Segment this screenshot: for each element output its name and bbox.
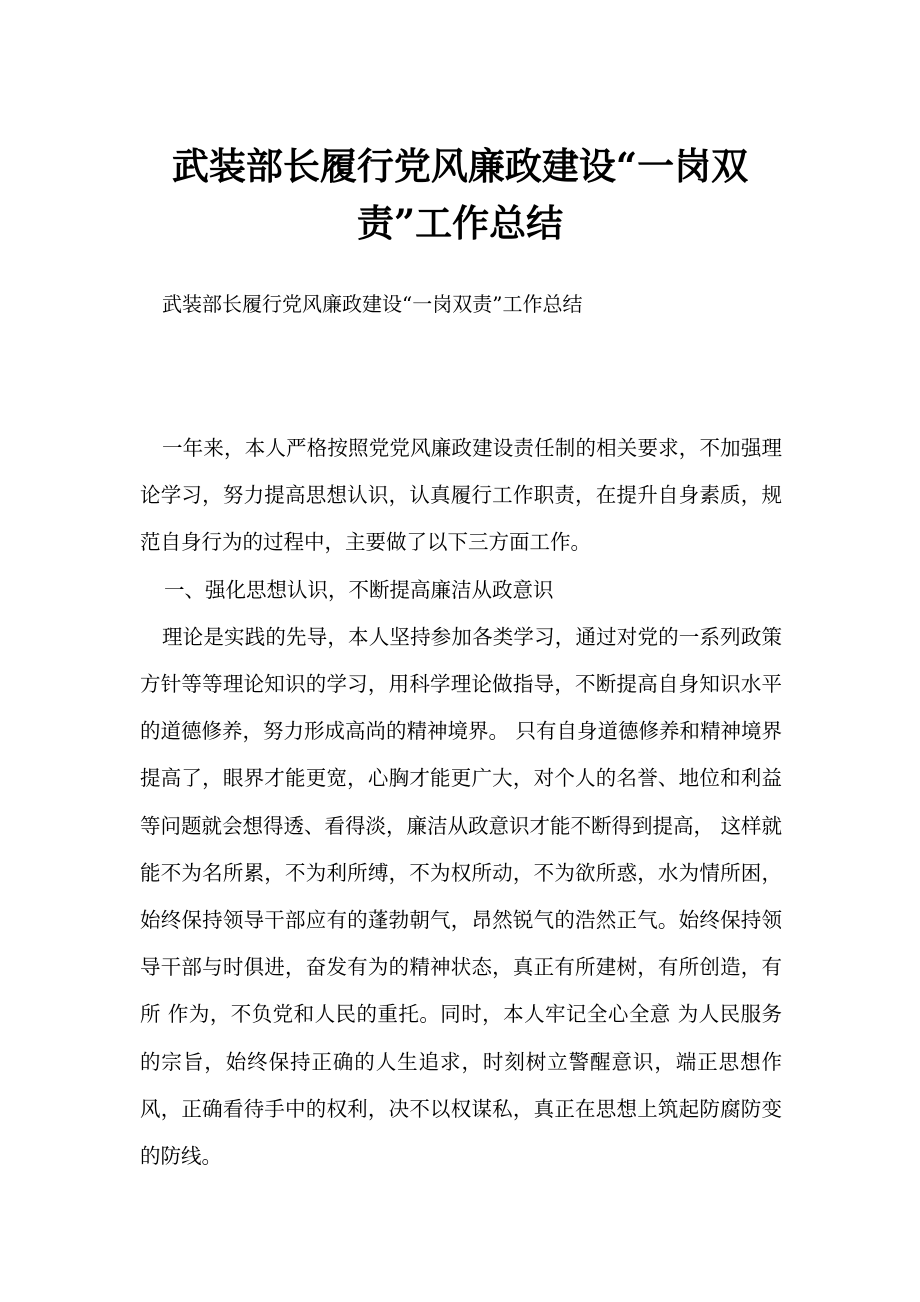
intro-paragraph: 一年来，本人严格按照党党风廉政建设责任制的相关要求，不加强理论学习，努力提高思想认识，认真履行工作职责，在提升自身素质，规范自身行为的过程中，主要做了以下三方面工作。 xyxy=(140,436,782,555)
document-title: 武装部长履行党风廉政建设“一岗双责”工作总结 xyxy=(171,144,749,245)
section-heading: 一、强化思想认识，不断提高廉洁从政意识 xyxy=(164,577,554,602)
document-subtitle: 武装部长履行党风廉政建设“一岗双责”工作总结 xyxy=(162,292,583,316)
document-body xyxy=(140,425,782,1180)
body-paragraph: 理论是实践的先导，本人坚持参加各类学习，通过对党的一系列政策方针等等理论知识的学习，用科学理论做指导，不断提高自身知识水平的道德修养，努力形成高尚的精神境界。 只有自身道德修养和精神境界提高了，眼界才能更宽，心胸才能更广大，对个人的名誉、地位和利益等问题就会想得透、看得淡，廉洁从政意识才能不断得到提高， 这样就能不为名所累，不为利所缚，不为权所动，不为欲所惑，水为情所困，始终保持领导干部应有的蓬勃朝气，昂然锐气的浩然正气。始终保持领导干部与时俱进，奋发有为的精神状态，真正有所建树，有所创造，有所 作为，不负党和人民的重托。同时，本人牢记全心全意 为人民服务的宗旨，始终保持正确的人生追求，时刻树立警醒意识，端正思想作风，正确看待手中的权利，决不以权谋私，真正在思想上筑起防腐防变的防线。 xyxy=(140,624,783,1169)
